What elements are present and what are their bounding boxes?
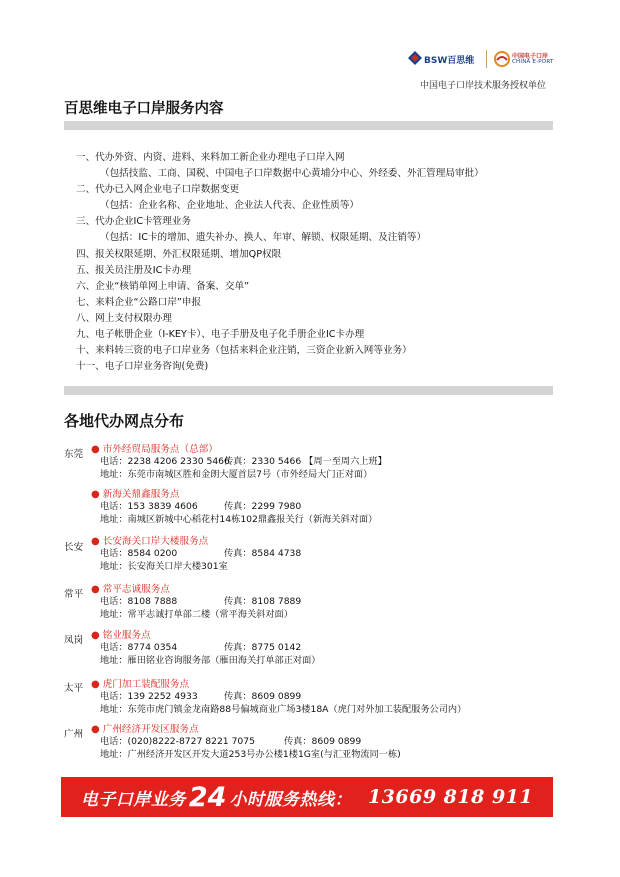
service-item: 二、代办已入网企业电子口岸数据变更 — [76, 184, 240, 196]
office-fax: 传真：2299 7980 — [224, 501, 302, 512]
city-label: 广州 — [64, 729, 84, 740]
office-fax: 传真：8609 0899 — [284, 736, 362, 747]
hotline-text — [61, 777, 553, 817]
branch-office — [91, 679, 466, 716]
office-name: 广州经济开发区服务点 — [102, 724, 199, 735]
office-phone: 电话：2238 4206 2330 5466 — [100, 456, 230, 467]
office-fax: 传真：8609 0899 — [224, 691, 302, 702]
eport-logo-cn: 中国电子口岸 — [512, 53, 549, 60]
office-address: 地址：南城区新城中心稻花村14栋102鼎鑫报关行（新海关斜对面） — [100, 513, 378, 525]
bullet-icon: ● — [91, 444, 100, 455]
service-item-detail: （包括：IC卡的增加、遗失补办、换人、年审、解锁、权限延期、及注销等） — [100, 232, 427, 244]
services-list — [76, 150, 484, 375]
office-address: 地址：雁田铭业咨询服务部（雁田海关打单部正对面） — [100, 654, 321, 666]
section-title-services: 百思维电子口岸服务内容 — [64, 101, 224, 117]
service-item: 三、代办企业IC卡管理业务 — [76, 216, 192, 228]
bullet-icon: ● — [91, 489, 100, 500]
office-address: 地址：常平志诚打单部二楼（常平海关斜对面） — [100, 608, 293, 620]
service-item: 六、企业“核销单网上申请、备案、交单” — [76, 280, 250, 292]
office-fax: 传真：2330 5466 【周一至周六上班】 — [224, 456, 387, 467]
divider-bar — [64, 386, 553, 395]
hotline-prefix: 电子口岸业务 — [80, 789, 186, 810]
city-label: 长安 — [64, 542, 84, 553]
logo-divider — [486, 50, 487, 68]
office-fax: 传真：8108 7889 — [224, 596, 302, 607]
divider-bar — [64, 121, 553, 130]
office-name: 市外经贸局服务点（总部） — [102, 444, 218, 455]
office-phone: 电话：8108 7888 — [100, 596, 178, 607]
service-item: 十、来料转三资的电子口岸业务（包括来料企业注销，三资企业新入网等业务） — [76, 345, 412, 357]
office-name: 常平志诚服务点 — [102, 584, 170, 595]
office-name: 新海关鼎鑫服务点 — [102, 489, 180, 500]
authorization-line: 中国电子口岸技术服务授权单位 — [420, 81, 547, 91]
office-fax: 传真：8775 0142 — [224, 642, 302, 653]
section-title-branches: 各地代办网点分布 — [64, 412, 185, 430]
office-name: 长安海关口岸大楼服务点 — [102, 536, 209, 547]
office-phone: 电话：8774 0354 — [100, 642, 178, 653]
service-item-detail: （包括：企业名称、企业地址、企业法人代表、企业性质等） — [100, 200, 360, 212]
hotline-hours: 24 — [188, 781, 227, 813]
service-item: 五、报关员注册及IC卡办理 — [76, 264, 192, 276]
office-address: 地址：东莞市虎门镇金龙南路88号偏城商业广场3楼18A（虎门对外加工装配服务公司内） — [100, 703, 467, 715]
office-address: 地址：长安海关口岸大楼301室 — [100, 560, 228, 572]
office-name: 虎门加工装配服务点 — [102, 679, 190, 690]
service-item: 九、电子帐册企业（I-KEY卡）、电子手册及电子化手册企业IC卡办理 — [76, 329, 365, 341]
bullet-icon: ● — [91, 679, 100, 690]
city-label: 常平 — [64, 589, 84, 600]
city-label: 东莞 — [64, 449, 84, 460]
branch-office — [91, 724, 401, 761]
header-logos — [408, 50, 568, 72]
office-fax: 传真：8584 4738 — [224, 548, 302, 559]
office-name: 铭业服务点 — [102, 630, 151, 641]
bullet-icon: ● — [91, 536, 100, 547]
hotline-phone: 13669 818 911 — [367, 786, 534, 808]
office-address: 地址：广州经济开发区开发大道253号办公楼1楼1G室(与汇亚物流同一栋) — [100, 748, 401, 760]
service-item: 四、报关权限延期、外汇权限延期、增加QP权限 — [76, 248, 282, 260]
branch-office — [91, 630, 321, 667]
branch-office — [91, 536, 301, 573]
office-phone: 电话：(020)8222-8727 8221 7075 — [100, 736, 255, 747]
office-phone: 电话：8584 0200 — [100, 548, 178, 559]
service-item: 八、网上支付权限办理 — [76, 312, 172, 324]
city-label: 凤岗 — [64, 635, 84, 646]
office-phone: 电话：139 2252 4933 — [100, 691, 198, 702]
china-eport-logo-icon — [494, 51, 510, 67]
bullet-icon: ● — [91, 584, 100, 595]
bullet-icon: ● — [91, 630, 100, 641]
service-item: 一、代办外资、内资、进料、来料加工新企业办理电子口岸入网 — [76, 152, 345, 163]
service-item-detail: （包括技监、工商、国税、中国电子口岸数据中心黄埔分中心、外经委、外汇管理局审批） — [100, 168, 484, 180]
bullet-icon: ● — [91, 724, 100, 735]
city-label: 太平 — [64, 683, 84, 694]
service-item: 十一、电子口岸业务咨询(免费) — [76, 361, 209, 373]
branch-office — [91, 444, 387, 481]
branch-office — [91, 489, 377, 526]
office-phone: 电话：153 3839 4606 — [100, 501, 198, 512]
hotline-suffix: 小时服务热线： — [229, 789, 352, 810]
eport-logo-en: CHINA E-PORT — [512, 59, 554, 65]
bsw-logo-text: BSW百思维 — [424, 56, 475, 66]
office-address: 地址：东莞市南城区胜和金朗大厦首层7号（市外经局大门正对面） — [100, 468, 373, 480]
branch-office — [91, 584, 301, 621]
service-item: 七、来料企业“公路口岸”申报 — [76, 296, 202, 308]
bsw-logo-icon — [408, 51, 422, 65]
